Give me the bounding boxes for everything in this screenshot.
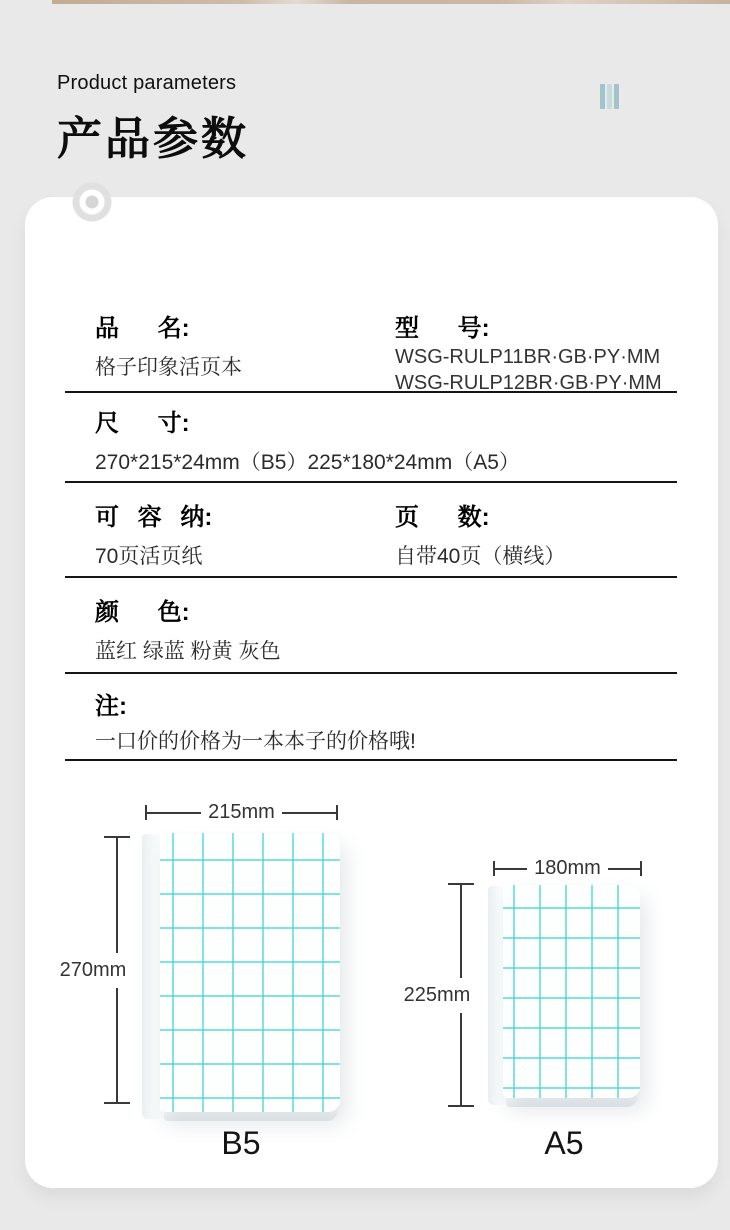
b5-width-value: 215mm [208,801,275,823]
table-row [65,393,677,483]
dimension-line [282,812,336,814]
spec-page-count [395,504,677,576]
spec-table [65,300,677,761]
accent-bar [600,84,605,109]
b5-notebook-image [142,833,340,1121]
spec-label: 可 容 纳: [95,504,213,531]
spec-model-number [395,315,677,394]
a5-height-dimension [403,883,474,1107]
section-title: 产品参数 [57,113,250,164]
spec-note [95,693,677,759]
table-row [65,578,677,674]
b5-height-value: 270mm [59,958,127,981]
spec-value: 一口价的价格为一本本子的价格哦! [95,730,416,753]
b5-height-dimension [59,836,130,1104]
dimension-cap [336,805,338,820]
dimension-line [116,988,118,1103]
table-row [65,483,677,578]
table-row [65,300,677,393]
dimension-cap [448,1105,474,1107]
a5-width-value: 180mm [534,857,601,879]
dimension-line [608,868,640,870]
a5-width-dimension [493,857,642,880]
spec-value: 格子印象活页本 [95,356,242,379]
dimension-line [116,838,118,953]
section-header [57,72,249,167]
spec-value: 270*215*24mm（B5）225*180*24mm（A5） [95,451,520,474]
table-row [65,674,677,761]
b5-size-label: B5 [221,1125,261,1161]
dimension-line [460,885,462,978]
spec-label: 品 名: [95,315,190,342]
dimension-line [495,868,527,870]
spec-label: 颜 色: [95,599,190,626]
spec-label: 注: [95,693,127,720]
a5-notebook-image [488,885,640,1107]
accent-bar [607,84,612,109]
spec-capacity [95,504,395,576]
a5-size-label: A5 [544,1125,584,1161]
spec-product-name [95,315,395,391]
spec-card [25,197,718,1188]
accent-bar [614,84,619,109]
top-edge-strip [52,0,730,4]
binder-ring-icon [72,182,112,222]
spec-value: 蓝红 绿蓝 粉黄 灰色 [95,640,281,663]
spec-value: WSG-RULP12BR·GB·PY·MM [395,372,662,394]
spec-label: 页 数: [395,504,490,531]
b5-width-dimension [145,801,338,824]
notebook-grid-cover [503,885,640,1098]
spec-label: 型 号: [395,315,490,342]
dimension-line [460,1013,462,1106]
dimension-line [147,812,201,814]
dimension-cap [104,1102,130,1104]
notebook-grid-cover [160,833,340,1112]
dimension-cap [640,861,642,876]
three-bars-icon [600,84,619,109]
spec-value: 70页活页纸 [95,545,203,568]
spec-value: WSG-RULP11BR·GB·PY·MM [395,346,661,368]
spec-label: 尺 寸: [95,410,190,437]
spec-dimensions [95,410,677,481]
section-subtitle-en: Product parameters [57,72,237,94]
spec-value: 自带40页（横线） [395,545,566,568]
a5-height-value: 225mm [403,983,471,1006]
spec-colors [95,599,677,672]
